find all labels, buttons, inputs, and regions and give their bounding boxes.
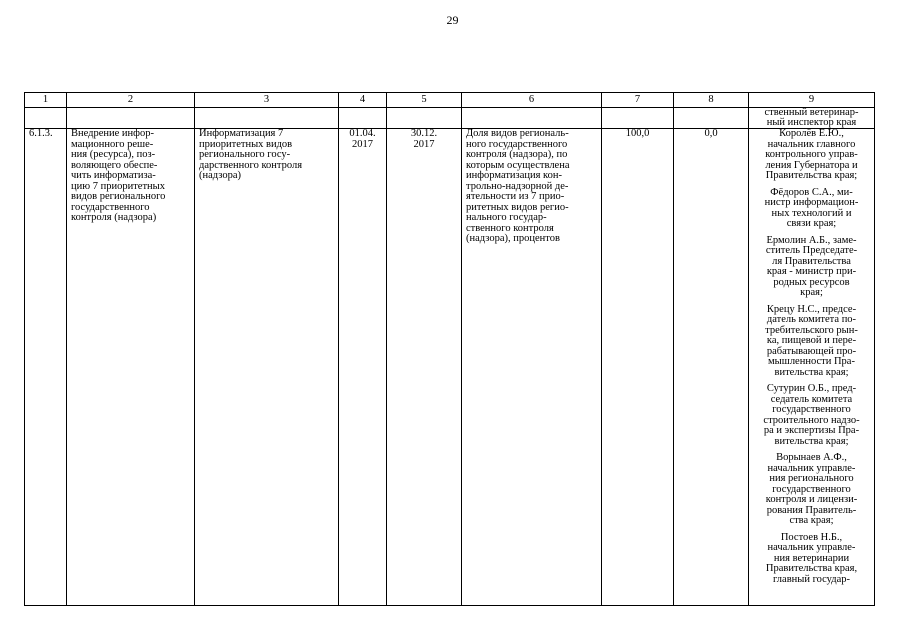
end-date: 30.12. 2017: [387, 129, 462, 606]
column-number: 8: [674, 93, 749, 108]
responsible-person: Фёдоров С.А., ми- нистр информацион- ных технологий и связи края;: [764, 186, 859, 229]
responsible-person: Ворынаев А.Ф., начальник управле- ния регионального государственного контроля и лицензи- рования Правитель- ства края;: [765, 452, 858, 526]
column-number: 4: [339, 93, 387, 108]
responsible-persons: [749, 129, 875, 606]
responsible-person: Сутурин О.Б., пред- седатель комитета государственного строительного надзо- ра и экспертизы Пра- вительства края;: [763, 383, 860, 447]
responsible-person: Постоев Н.Б., начальник управле- ния ветеринарии Правительства края, главный государ-: [765, 531, 858, 585]
page-number: 29: [446, 13, 459, 27]
base-value: 0,0: [674, 129, 749, 606]
responsible-person: Крецу Н.С., предсе- датель комитета по- требительского рын- ка, пищевой и пере- рабатывающей про- мышленности Пра- вительства края;: [765, 303, 858, 378]
column-number: 9: [749, 93, 875, 108]
column-number: 7: [602, 93, 674, 108]
expected-result: Информатизация 7 приоритетных видов регионального госу- дарственного контроля (надзора): [195, 129, 339, 606]
column-number-row: [25, 93, 875, 108]
row-number: 6.1.3.: [25, 129, 67, 606]
column-number: 3: [195, 93, 339, 108]
measure-name: Внедрение инфор- мационного реше- ния (ресурса), поз- воляющего обеспе- чить информатиза- цию 7 приоритетных видов регионального государственного контроля (надзора): [67, 129, 195, 606]
continued-responsible-text: ственный ветеринар- ный инспектор края: [749, 108, 875, 129]
responsible-person: Королёв Е.Ю., начальник главного контрольного управ- ления Губернатора и Правительства края;: [765, 128, 858, 181]
continuation-row: [25, 108, 875, 129]
plan-value: 100,0: [602, 129, 674, 606]
program-table: [24, 92, 875, 606]
responsible-person: Ермолин А.Б., замe- ститель Председате- ля Правительства края - министр при- родных ресурсов края;: [765, 234, 858, 298]
column-number: 6: [462, 93, 602, 108]
indicator-name: Доля видов региональ- ного государственного контроля (надзора), по которым осуществлена информатизация кон- трольно-надзорной де- ятельности из 7 прио- ритетных видов регио- нального государ- ственного контроля (надзора), процентов: [462, 129, 602, 606]
table-row: [25, 129, 875, 606]
start-date: 01.04. 2017: [339, 129, 387, 606]
column-number: 5: [387, 93, 462, 108]
column-number: 1: [25, 93, 67, 108]
column-number: 2: [67, 93, 195, 108]
